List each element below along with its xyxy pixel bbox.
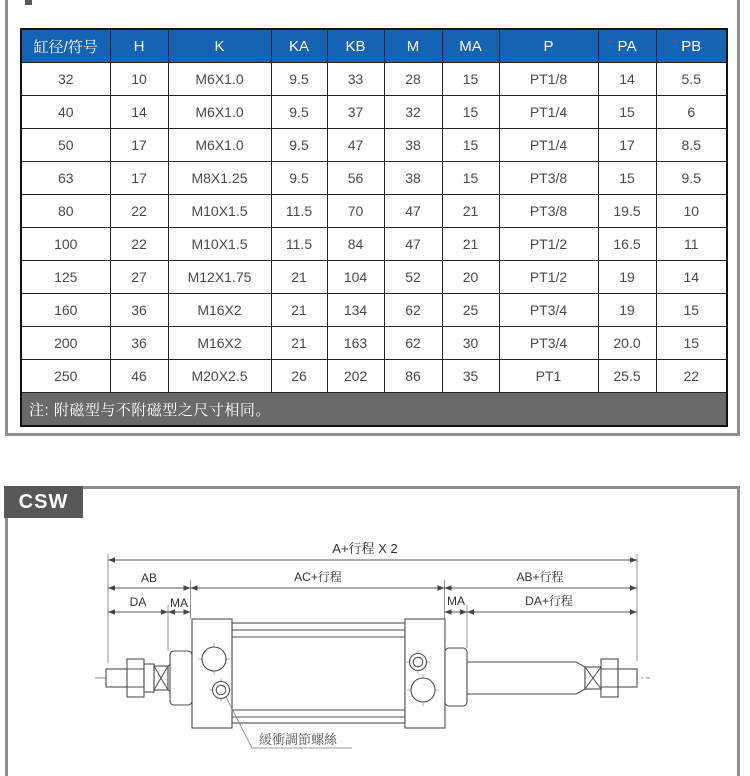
table-row xyxy=(21,261,727,294)
table-cell: PT1 xyxy=(499,360,598,393)
table-cell: 80 xyxy=(21,195,110,228)
right-nut xyxy=(601,659,618,697)
table-cell: PT1/8 xyxy=(499,63,598,96)
table-cell: 15 xyxy=(442,129,499,162)
table-cell: 9.5 xyxy=(271,63,327,96)
table-note: 注: 附磁型与不附磁型之尺寸相同。 xyxy=(21,393,727,427)
dim-label-ac-stroke: AC+行程 xyxy=(294,570,342,584)
table-cell: M16X2 xyxy=(168,327,271,360)
table-cell: PT1/2 xyxy=(499,228,598,261)
table-cell: 62 xyxy=(384,327,442,360)
cylinder-diagram xyxy=(0,530,750,762)
table-cell: 22 xyxy=(110,195,168,228)
table-header-row xyxy=(21,29,727,63)
table-cell: 15 xyxy=(598,162,656,195)
table-cell: 200 xyxy=(21,327,110,360)
table-cell: 104 xyxy=(327,261,384,294)
left-end-cap xyxy=(192,619,232,728)
right-rod-tip xyxy=(618,669,637,687)
table-cell: 100 xyxy=(21,228,110,261)
table-cell: 15 xyxy=(656,294,727,327)
right-end-cap xyxy=(405,619,445,728)
table-cell: 70 xyxy=(327,195,384,228)
table-cell: 5.5 xyxy=(656,63,727,96)
table-cell: 28 xyxy=(384,63,442,96)
table-cell: 50 xyxy=(21,129,110,162)
table-cell: 22 xyxy=(656,360,727,393)
table-cell: 20 xyxy=(442,261,499,294)
dim-label-ma-right: MA xyxy=(447,594,465,608)
table-row xyxy=(21,327,727,360)
table-cell: 30 xyxy=(442,327,499,360)
table-cell: 163 xyxy=(327,327,384,360)
table-cell: 25 xyxy=(442,294,499,327)
table-cell: PT1/4 xyxy=(499,96,598,129)
table-cell: 14 xyxy=(656,261,727,294)
dimension-table-container xyxy=(20,28,728,427)
table-cell: 19 xyxy=(598,261,656,294)
column-header: K xyxy=(168,29,271,63)
table-cell: M20X2.5 xyxy=(168,360,271,393)
table-cell: 14 xyxy=(598,63,656,96)
section-tab-csw: CSW xyxy=(4,486,83,518)
table-cell: 6 xyxy=(656,96,727,129)
column-header: KA xyxy=(271,29,327,63)
table-cell: PT3/8 xyxy=(499,162,598,195)
table-row xyxy=(21,294,727,327)
dimension-table xyxy=(20,28,728,427)
cylinder-tube xyxy=(232,623,405,723)
left-rod-tip xyxy=(106,669,127,687)
table-cell: 25.5 xyxy=(598,360,656,393)
dim-label-ab-stroke: AB+行程 xyxy=(516,570,564,584)
table-cell: M8X1.25 xyxy=(168,162,271,195)
column-header: KB xyxy=(327,29,384,63)
table-cell: 40 xyxy=(21,96,110,129)
table-cell: M12X1.75 xyxy=(168,261,271,294)
table-body xyxy=(21,63,727,393)
table-cell: 16.5 xyxy=(598,228,656,261)
table-cell: 15 xyxy=(656,327,727,360)
table-cell: 17 xyxy=(110,162,168,195)
table-row xyxy=(21,162,727,195)
table-cell: 15 xyxy=(442,96,499,129)
table-cell: M6X1.0 xyxy=(168,63,271,96)
table-cell: 15 xyxy=(442,63,499,96)
table-cell: 9.5 xyxy=(656,162,727,195)
callout-label: 緩衝調節螺絲 xyxy=(259,732,338,747)
table-cell: 11.5 xyxy=(271,228,327,261)
table-cell: 11.5 xyxy=(271,195,327,228)
table-cell: 160 xyxy=(21,294,110,327)
column-header: H xyxy=(110,29,168,63)
table-cell: 250 xyxy=(21,360,110,393)
table-cell: M6X1.0 xyxy=(168,129,271,162)
column-header: MA xyxy=(442,29,499,63)
table-row xyxy=(21,96,727,129)
table-cell: 36 xyxy=(110,327,168,360)
table-cell: 32 xyxy=(384,96,442,129)
dim-label-da-stroke: DA+行程 xyxy=(525,594,573,608)
left-port-hole xyxy=(202,647,226,671)
table-cell: 14 xyxy=(110,96,168,129)
column-header: PA xyxy=(598,29,656,63)
left-cushion-screw xyxy=(213,682,230,699)
table-cell: 15 xyxy=(598,96,656,129)
table-cell: 11 xyxy=(656,228,727,261)
dim-label-ab: AB xyxy=(140,571,158,585)
table-cell: M16X2 xyxy=(168,294,271,327)
left-washer xyxy=(144,664,154,692)
table-cell: M10X1.5 xyxy=(168,195,271,228)
table-cell: 33 xyxy=(327,63,384,96)
table-cell: M6X1.0 xyxy=(168,96,271,129)
table-cell: 62 xyxy=(384,294,442,327)
right-collar xyxy=(445,648,467,706)
dim-label-total: A+行程 X 2 xyxy=(332,541,398,556)
table-cell: 9.5 xyxy=(271,129,327,162)
dim-label-ma-left: MA xyxy=(170,596,188,610)
table-cell: 20.0 xyxy=(598,327,656,360)
right-port-hole xyxy=(411,678,435,702)
table-cell: 10 xyxy=(656,195,727,228)
table-cell: 19 xyxy=(598,294,656,327)
table-cell: 38 xyxy=(384,129,442,162)
table-cell: PT3/8 xyxy=(499,195,598,228)
table-cell: 202 xyxy=(327,360,384,393)
table-cell: 26 xyxy=(271,360,327,393)
table-cell: 37 xyxy=(327,96,384,129)
table-cell: 17 xyxy=(598,129,656,162)
table-cell: PT1/4 xyxy=(499,129,598,162)
table-row xyxy=(21,129,727,162)
table-cell: 27 xyxy=(110,261,168,294)
table-cell: 21 xyxy=(271,294,327,327)
table-cell: 36 xyxy=(110,294,168,327)
table-cell: 134 xyxy=(327,294,384,327)
table-cell: 86 xyxy=(384,360,442,393)
left-nut xyxy=(127,659,144,697)
table-cell: 63 xyxy=(21,162,110,195)
right-piston-rod xyxy=(467,662,585,694)
table-row xyxy=(21,63,727,96)
table-cell: 125 xyxy=(21,261,110,294)
table-cell: 47 xyxy=(384,195,442,228)
table-cell: M10X1.5 xyxy=(168,228,271,261)
right-cushion-screw xyxy=(410,654,427,671)
table-cell: 52 xyxy=(384,261,442,294)
column-header: 缸径/符号 xyxy=(21,29,110,63)
left-collar xyxy=(170,651,192,705)
table-cell: 8.5 xyxy=(656,129,727,162)
table-cell: 21 xyxy=(271,327,327,360)
table-cell: 9.5 xyxy=(271,162,327,195)
table-cell: 21 xyxy=(442,228,499,261)
table-cell: 17 xyxy=(110,129,168,162)
table-cell: 9.5 xyxy=(271,96,327,129)
page-edge-mark xyxy=(25,0,32,5)
dim-label-da: DA xyxy=(129,595,147,609)
table-cell: 22 xyxy=(110,228,168,261)
table-cell: PT3/4 xyxy=(499,327,598,360)
table-cell: 47 xyxy=(384,228,442,261)
table-cell: 56 xyxy=(327,162,384,195)
table-cell: 32 xyxy=(21,63,110,96)
cylinder-drawing xyxy=(95,619,650,748)
table-row xyxy=(21,360,727,393)
table-cell: 38 xyxy=(384,162,442,195)
column-header: M xyxy=(384,29,442,63)
column-header: PB xyxy=(656,29,727,63)
table-row xyxy=(21,195,727,228)
table-cell: 21 xyxy=(271,261,327,294)
table-cell: 47 xyxy=(327,129,384,162)
table-cell: 84 xyxy=(327,228,384,261)
table-cell: 19.5 xyxy=(598,195,656,228)
column-header: P xyxy=(499,29,598,63)
table-note-row xyxy=(21,393,727,427)
table-cell: PT3/4 xyxy=(499,294,598,327)
table-cell: PT1/2 xyxy=(499,261,598,294)
table-cell: 35 xyxy=(442,360,499,393)
table-cell: 21 xyxy=(442,195,499,228)
table-cell: 10 xyxy=(110,63,168,96)
table-cell: 15 xyxy=(442,162,499,195)
table-row xyxy=(21,228,727,261)
table-cell: 46 xyxy=(110,360,168,393)
